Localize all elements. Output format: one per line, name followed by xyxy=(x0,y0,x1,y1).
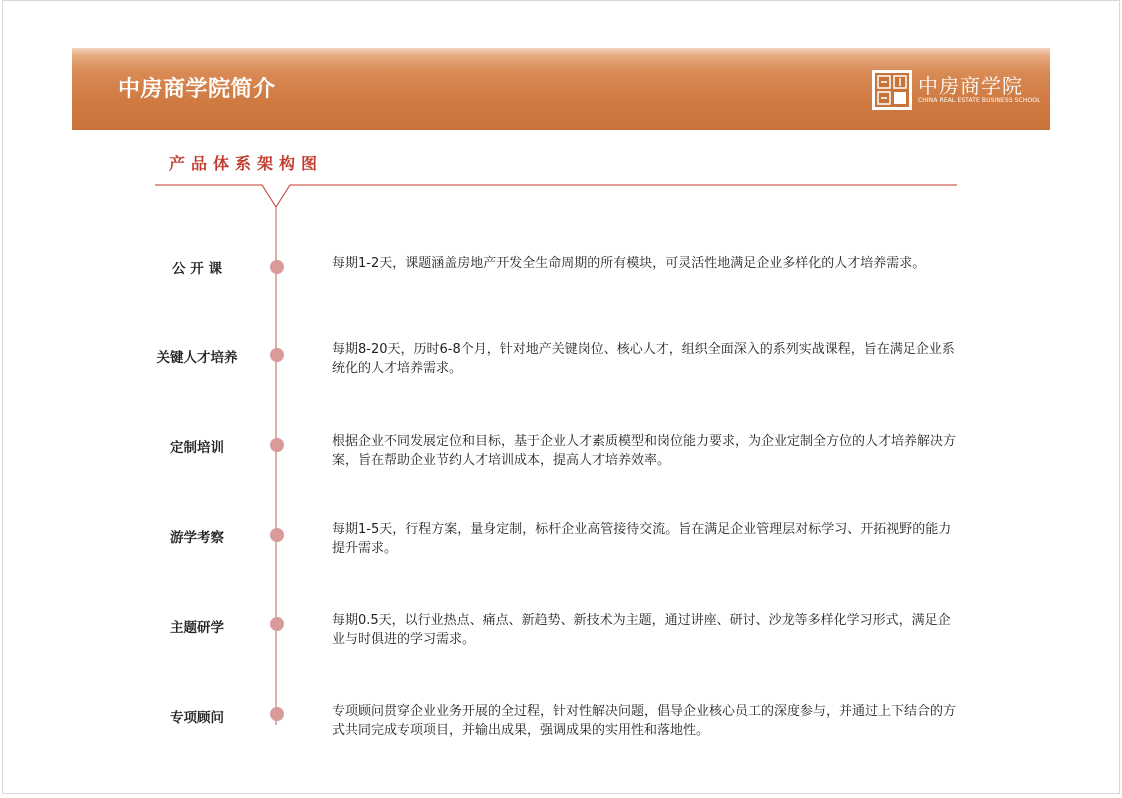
timeline-dot xyxy=(270,260,284,274)
timeline-item-label: 定制培训 xyxy=(170,440,224,456)
timeline-item-label: 主题研学 xyxy=(170,620,224,636)
timeline-item-description: 每期1-5天，行程方案，量身定制，标杆企业高管接待交流。旨在满足企业管理层对标学习、开拓视野的能力提升需求。 xyxy=(332,522,952,556)
timeline-item-description: 每期1-2天，课题涵盖房地产开发全生命周期的所有模块，可灵活性地满足企业多样化的人才培养需求。 xyxy=(332,256,926,271)
school-logo xyxy=(872,70,1041,110)
timeline-item-description: 每期0.5天，以行业热点、痛点、新趋势、新技术为主题，通过讲座、研讨、沙龙等多样化学习形式，满足企业与时俱进的学习需求。 xyxy=(332,613,951,647)
timeline-dot xyxy=(270,617,284,631)
timeline-item-label: 关键人才培养 xyxy=(156,350,238,366)
timeline-item-label: 游学考察 xyxy=(170,530,224,546)
timeline-item-description: 每期8-20天，历时6-8个月，针对地产关键岗位、核心人才，组织全面深入的系列实战课程，旨在满足企业系统化的人才培养需求。 xyxy=(332,342,955,376)
page-title: 中房商学院简介 xyxy=(118,77,276,102)
timeline-item-description: 根据企业不同发展定位和目标，基于企业人才素质模型和岗位能力要求，为企业定制全方位的人才培养解决方案，旨在帮助企业节约人才培训成本，提高人才培养效率。 xyxy=(332,434,957,468)
section-title: 产品体系架构图 xyxy=(169,154,324,173)
logo-name-en: CHINA REAL ESTATE BUSINESS SCHOOL xyxy=(918,97,1041,104)
header-banner xyxy=(72,48,1050,130)
logo-mark-icon xyxy=(872,70,912,110)
timeline-dot xyxy=(270,707,284,721)
timeline-item-label: 公 开 课 xyxy=(172,261,222,277)
logo-name-cn: 中房商学院 xyxy=(918,74,1023,98)
timeline-dot xyxy=(270,438,284,452)
timeline-item-label: 专项顾问 xyxy=(170,710,224,726)
timeline-dot xyxy=(270,348,284,362)
timeline-item-description: 专项顾问贯穿企业业务开展的全过程，针对性解决问题，倡导企业核心员工的深度参与，并通过上下结合的方式共同完成专项项目，并输出成果，强调成果的实用性和落地性。 xyxy=(332,704,957,738)
timeline-dot xyxy=(270,528,284,542)
